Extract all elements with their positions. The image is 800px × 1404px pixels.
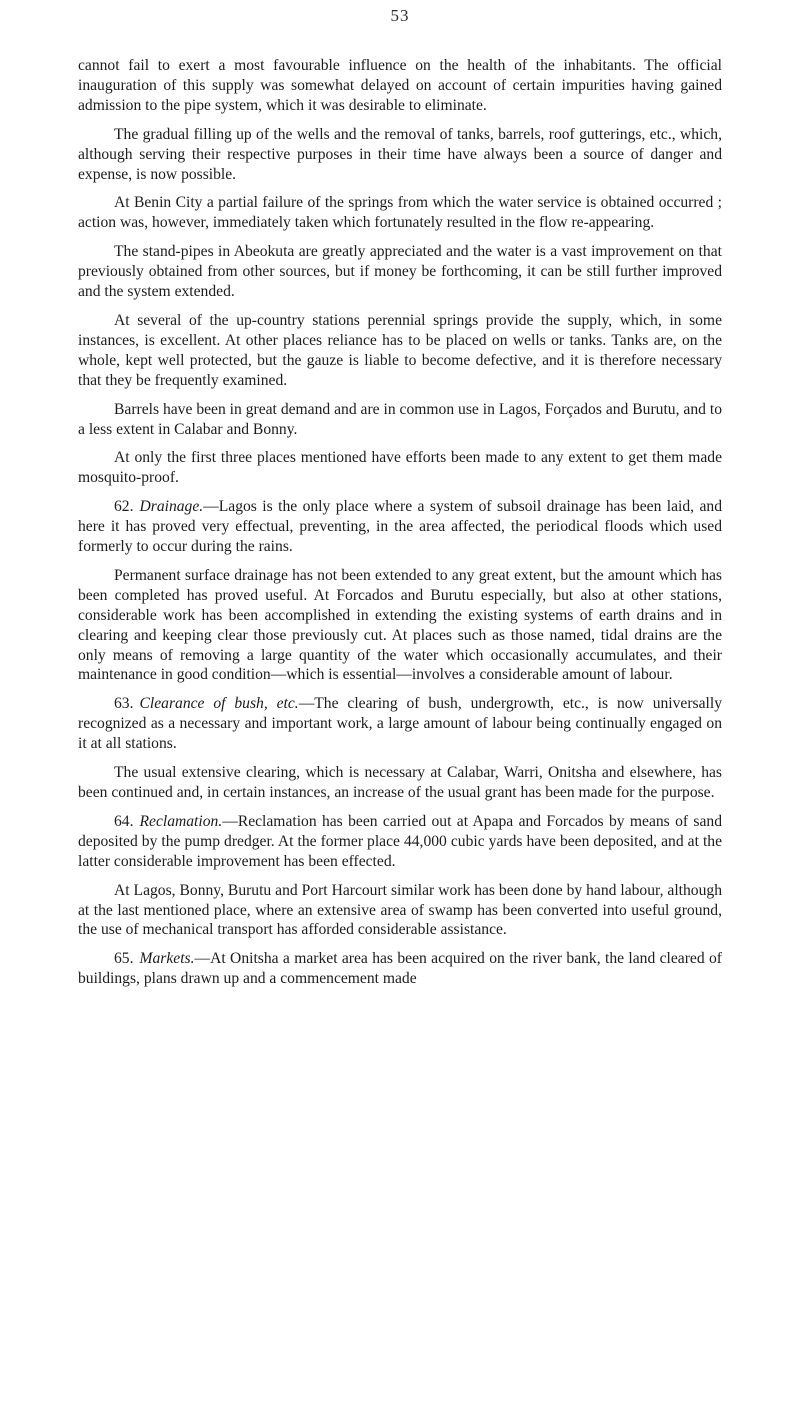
paragraph-text: At Benin City a partial failure of the springs from which the water service is obtained occurred ; action was, however, immediately taken which fortunately resulted in the flow re-appearing. — [78, 194, 722, 232]
paragraph-text: —The clearing of bush, undergrowth, etc., is now universally recognized as a necessary and important work, a large amount of labour being continually engaged on it at all stations. — [78, 695, 722, 753]
paragraph-text: The usual extensive clearing, which is necessary at Calabar, Warri, Onitsha and elsewhere, has been continued and, in certain instances, an increase of the usual grant has been made for the purpose. — [78, 764, 722, 801]
section-paragraph — [78, 497, 722, 557]
paragraph-text: —Lagos is the only place where a system of subsoil drainage has been laid, and here it has proved very effectual, preventing, in the area affected, the periodical floods which used formerly to occur during the rains. — [78, 498, 722, 556]
section-number: 62. — [114, 498, 134, 516]
section-heading: Drainage. — [139, 498, 204, 516]
section-heading: Reclamation. — [139, 812, 223, 830]
body-paragraph — [78, 125, 722, 185]
section-number: 65. — [114, 950, 134, 968]
paragraph-text: Barrels have been in great demand and are in common use in Lagos, Forçados and Burutu, and to a less extent in Calabar and Bonny. — [78, 400, 722, 438]
body-paragraph — [78, 311, 722, 391]
section-number: 64. — [114, 812, 134, 830]
paragraph-text: At Lagos, Bonny, Burutu and Port Harcourt similar work has been done by hand labour, although at the last mentioned place, where an extensive area of swamp has been converted into useful ground, the use of mechanical transport has afforded considerable assistance. — [78, 881, 722, 939]
section-paragraph — [78, 949, 722, 989]
body-paragraph — [78, 881, 722, 941]
page-number: 53 — [390, 6, 410, 25]
body-paragraph — [78, 448, 722, 488]
paragraph-text: —At Onitsha a market area has been acquired on the river bank, the land cleared of buildings, plans drawn up and a commencement made — [78, 950, 722, 988]
section-number: 63. — [114, 695, 134, 713]
section-heading: Clearance of bush, etc. — [139, 695, 299, 713]
body-paragraph — [78, 763, 722, 803]
section-paragraph — [78, 694, 722, 754]
paragraph-text: The stand-pipes in Abeokuta are greatly appreciated and the water is a vast improvement on that previously obtained from other sources, but if money be forthcoming, it can be still further improved and the system extended. — [78, 243, 722, 301]
body-paragraph — [78, 193, 722, 233]
paragraph-text: Permanent surface drainage has not been extended to any great extent, but the amount which has been completed has proved useful. At Forcados and Burutu especially, but also at other stations, considerable work has been accomplished in extending the existing systems of earth drains and in clearing and keeping clear those previously cut. At places such as those named, tidal drains are the only means of removing a large quantity of the water which occasionally accumulates, and their maintenance in good condition—which is essential—involves a considerable amount of labour. — [78, 566, 722, 684]
body-paragraph — [78, 242, 722, 302]
paragraph-text: At several of the up-country stations perennial springs provide the supply, which, in some instances, is excellent. At other places reliance has to be placed on wells or tanks. Tanks are, on the whole, kept well protected, but the gauze is liable to become defective, and it is therefore necessary that they be frequently examined. — [78, 311, 722, 389]
paragraph-text: At only the first three places mentioned have efforts been made to any extent to get them made mosquito-proof. — [78, 449, 722, 487]
document-body — [78, 56, 722, 998]
paragraph-text: cannot fail to exert a most favourable influence on the health of the inhabitants. The official inauguration of this supply was somewhat delayed on account of certain impurities having gained admission to the pipe system, which it was desirable to eliminate. — [78, 57, 722, 114]
section-paragraph — [78, 812, 722, 872]
body-paragraph — [78, 566, 722, 685]
body-paragraph — [78, 56, 722, 116]
paragraph-text: The gradual filling up of the wells and the removal of tanks, barrels, roof gutterings, etc., which, although serving their respective purposes in their time have always been a source of danger and expense, is now possible. — [78, 125, 722, 183]
section-heading: Markets. — [139, 950, 195, 968]
body-paragraph — [78, 400, 722, 440]
paragraph-text: —Reclamation has been carried out at Apapa and Forcados by means of sand deposited by the pump dredger. At the former place 44,000 cubic yards have been deposited, and at the latter considerable improvement has been effected. — [78, 812, 722, 870]
